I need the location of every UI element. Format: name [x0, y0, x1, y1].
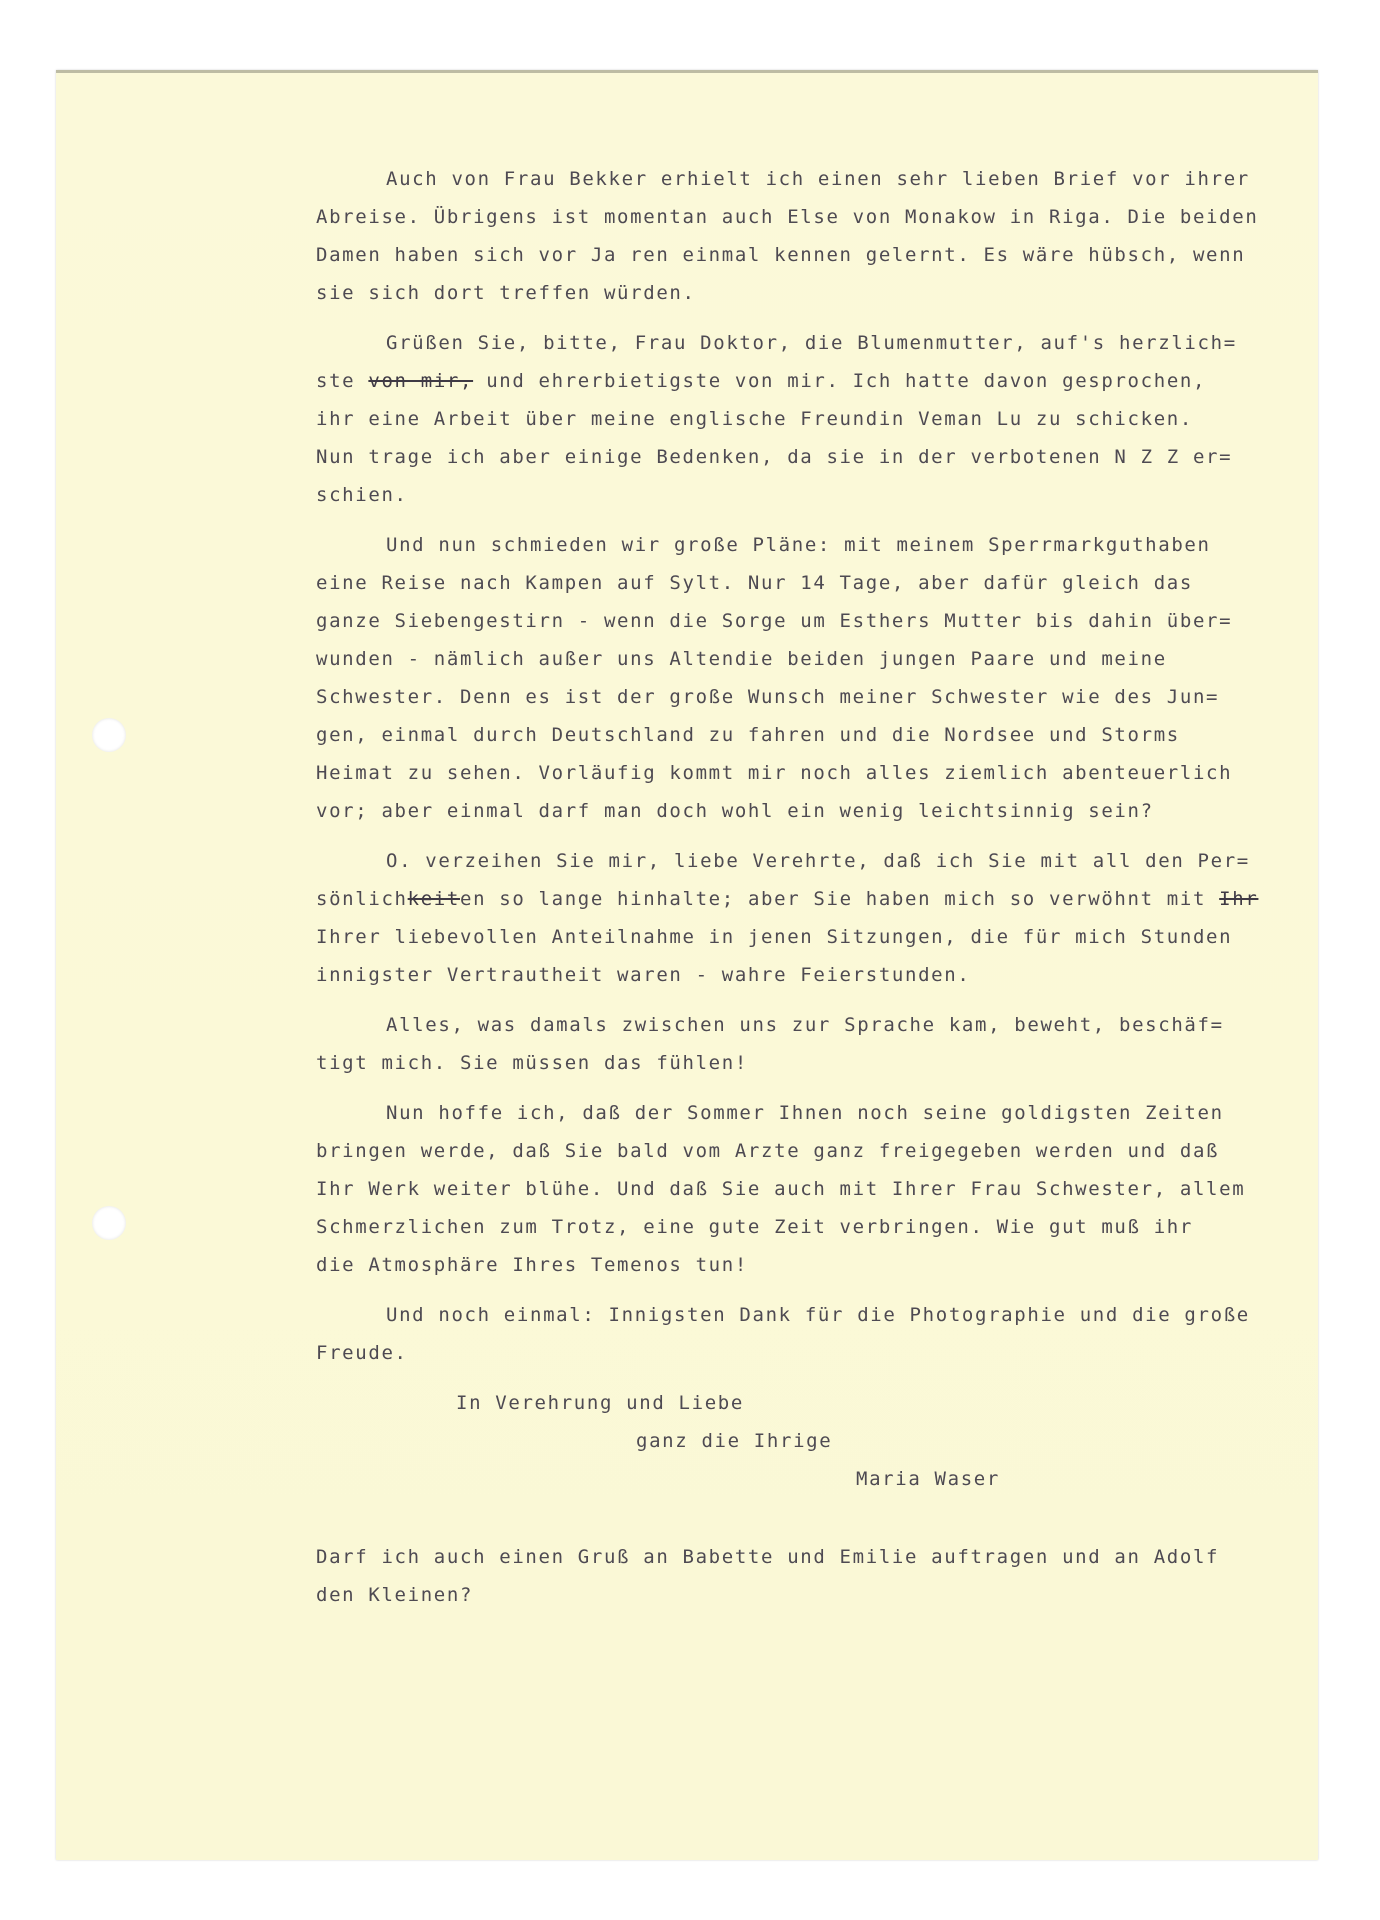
text-line: Schwester. Denn es ist der große Wunsch meiner Schwester wie des Jun= [316, 686, 1220, 708]
text-line: eine Reise nach Kampen auf Sylt. Nur 14 Tage, aber dafür gleich das [316, 572, 1193, 594]
letter-body [316, 160, 1316, 1626]
text-line: Nun trage ich aber einige Bedenken, da sie in der verbotenen N Z Z er= [316, 446, 1233, 468]
paragraph-2 [316, 324, 1316, 514]
paragraph-6 [316, 1094, 1316, 1284]
text-line: vor; aber einmal darf man doch wohl ein wenig leichtsinnig sein? [316, 800, 1154, 822]
text-line: schien. [316, 484, 408, 506]
text-fragment: en so lange hinhalte; aber Sie haben mich so verwöhnt mit [459, 888, 1207, 910]
text-line: ihr eine Arbeit über meine englische Freundin Veman Lu zu schicken. [316, 408, 1193, 430]
text-line: Heimat zu sehen. Vorläufig kommt mir noch alles ziemlich abenteuerlich [316, 762, 1233, 784]
text-line: Nun hoffe ich, daß der Sommer Ihnen noch seine goldigsten Zeiten [386, 1102, 1224, 1124]
text-line: Grüßen Sie, bitte, Frau Doktor, die Blumenmutter, auf's herzlich= [386, 332, 1237, 354]
punch-hole-lower [92, 1206, 126, 1240]
text-line: Und noch einmal: Innigsten Dank für die Photographie und die große [386, 1304, 1250, 1326]
struck-out-text: keit [407, 888, 460, 910]
text-line: wunden - nämlich außer uns Altendie beiden jungen Paare und meine [316, 648, 1167, 670]
text-line: O. verzeihen Sie mir, liebe Verehrte, daß ich Sie mit all den Per= [386, 850, 1250, 872]
text-line: bringen werde, daß Sie bald vom Arzte ganz freigegeben werden und daß [316, 1140, 1220, 1162]
paragraph-3 [316, 526, 1316, 830]
closing [316, 1384, 1316, 1498]
text-line: tigt mich. Sie müssen das fühlen! [316, 1052, 748, 1074]
paragraph-4 [316, 842, 1316, 994]
signature-name: Maria Waser [856, 1468, 1000, 1490]
text-line: Schmerzlichen zum Trotz, eine gute Zeit verbringen. Wie gut muß ihr [316, 1216, 1193, 1238]
struck-out-text: von mir, [368, 370, 474, 392]
text-fragment: und ehrerbietigste von mir. Ich hatte davon gesprochen, [486, 370, 1207, 392]
text-line: Freude. [316, 1342, 408, 1364]
text-line: Damen haben sich vor Ja ren einmal kennen gelernt. Es wäre hübsch, wenn [316, 244, 1246, 266]
letter-page [56, 70, 1318, 1860]
text-line: gen, einmal durch Deutschland zu fahren und die Nordsee und Storms [316, 724, 1180, 746]
text-line-with-correction [316, 880, 1316, 918]
punch-hole-upper [92, 718, 126, 752]
text-line: Ihr Werk weiter blühe. Und daß Sie auch mit Ihrer Frau Schwester, allem [316, 1178, 1246, 1200]
text-line: die Atmosphäre Ihres Temenos tun! [316, 1254, 748, 1276]
struck-out-text: Ihr [1219, 888, 1259, 910]
text-line: innigster Vertrautheit waren - wahre Feierstunden. [316, 964, 971, 986]
text-line: sie sich dort treffen würden. [316, 282, 696, 304]
text-line: Darf ich auch einen Gruß an Babette und Emilie auftragen und an Adolf [316, 1546, 1220, 1568]
text-fragment: ste [316, 370, 356, 392]
paragraph-1 [316, 160, 1316, 312]
text-line: Und nun schmieden wir große Pläne: mit meinem Sperrmarkguthaben [386, 534, 1211, 556]
postscript [316, 1538, 1316, 1614]
text-line: Alles, was damals zwischen uns zur Sprache kam, beweht, beschäf= [386, 1014, 1224, 1036]
text-line: ganze Siebengestirn - wenn die Sorge um Esthers Mutter bis dahin über= [316, 610, 1233, 632]
closing-phrase: ganz die Ihrige [636, 1430, 833, 1452]
text-line: Auch von Frau Bekker erhielt ich einen sehr lieben Brief vor ihrer [386, 168, 1250, 190]
text-line-with-correction [316, 362, 1316, 400]
paragraph-7 [316, 1296, 1316, 1372]
paragraph-5 [316, 1006, 1316, 1082]
closing-salutation: In Verehrung und Liebe [456, 1392, 744, 1414]
text-line: den Kleinen? [316, 1584, 474, 1606]
text-line: Abreise. Übrigens ist momentan auch Else von Monakow in Riga. Die beiden [316, 206, 1259, 228]
text-line: Ihrer liebevollen Anteilnahme in jenen Sitzungen, die für mich Stunden [316, 926, 1233, 948]
text-fragment: sönlich [316, 888, 408, 910]
page-top-edge [56, 70, 1318, 73]
